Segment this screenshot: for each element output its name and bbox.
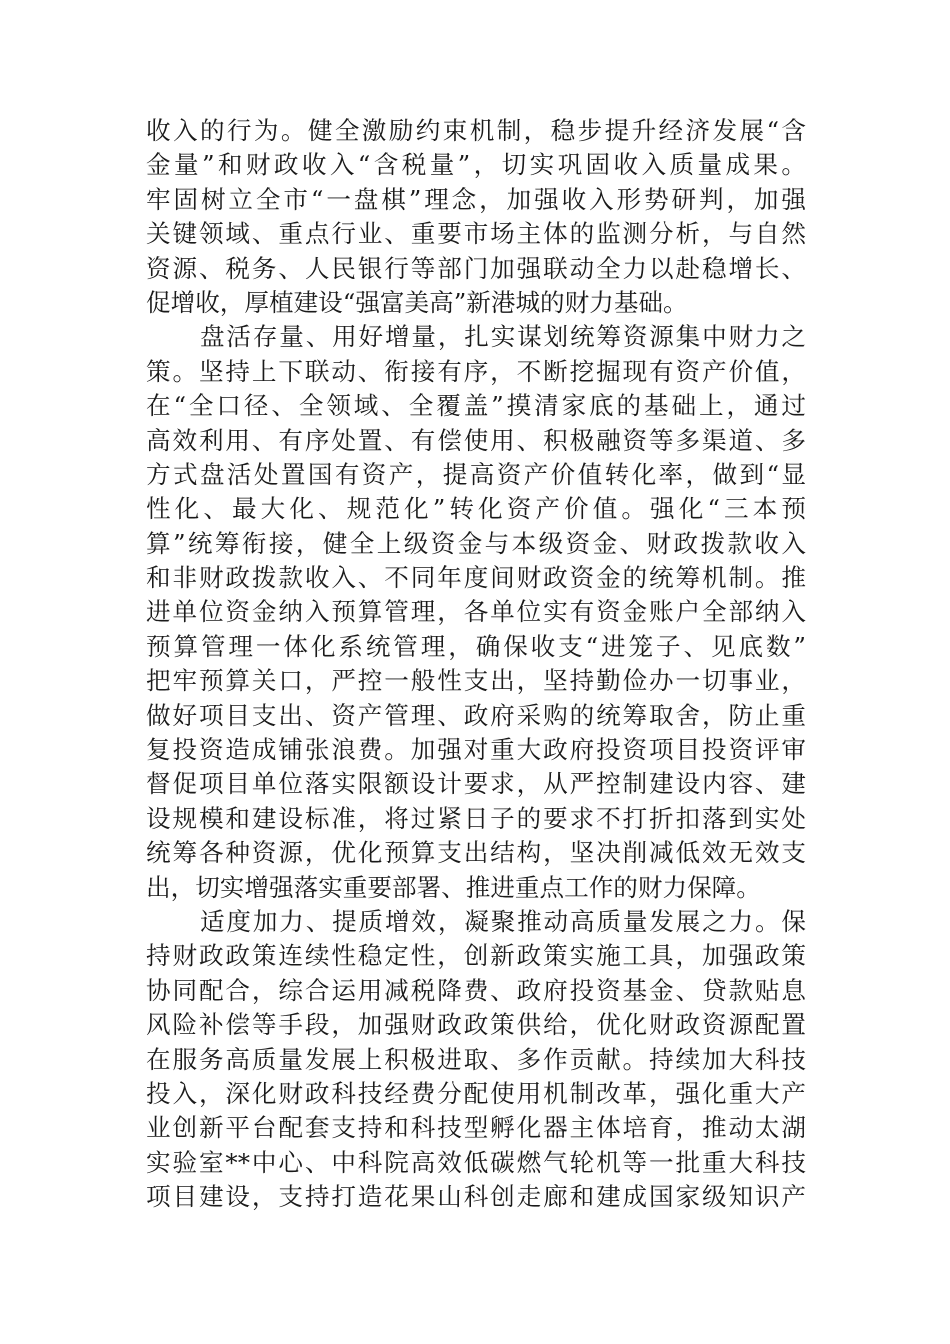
text-line: 金量”和财政收入“含税量”，切实巩固收入质量成果。 (146, 150, 806, 180)
text-line: 出，切实增强落实重要部署、推进重点工作的财力保障。 (146, 872, 761, 902)
text-line: 牢固树立全市“一盘棋”理念，加强收入形势研判，加强 (146, 184, 806, 214)
text-line: 高效利用、有序处置、有偿使用、积极融资等多渠道、多 (146, 425, 806, 455)
text-line: 方式盘活处置国有资产，提高资产价值转化率，做到“显 (146, 459, 806, 489)
text-line: 预算管理一体化系统管理，确保收支“进笼子、见底数” (146, 631, 806, 661)
text-line: 复投资造成铺张浪费。加强对重大政府投资项目投资评审 (146, 735, 806, 765)
text-line: 统筹各种资源，优化预算支出结构，坚决削减低效无效支 (146, 838, 806, 868)
text-line: 在服务高质量发展上积极进取、多作贡献。持续加大科技 (146, 1044, 806, 1074)
text-line: 适度加力、提质增效，凝聚推动高质量发展之力。保 (200, 906, 806, 936)
text-line: 持财政政策连续性稳定性，创新政策实施工具，加强政策 (146, 941, 806, 971)
text-line: 盘活存量、用好增量，扎实谋划统筹资源集中财力之 (200, 322, 806, 352)
text-line: 督促项目单位落实限额设计要求，从严控制建设内容、建 (146, 769, 806, 799)
text-line: 和非财政拨款收入、不同年度间财政资金的统筹机制。推 (146, 563, 806, 593)
text-line: 项目建设，支持打造花果山科创走廊和建成国家级知识产 (146, 1182, 806, 1212)
text-line: 性化、最大化、规范化”转化资产价值。强化“三本预 (146, 494, 806, 524)
body-text (146, 114, 806, 1215)
text-line: 设规模和建设标准，将过紧日子的要求不打折扣落到实处 (146, 803, 806, 833)
text-line: 风险补偿等手段，加强财政政策供给，优化财政资源配置 (146, 1010, 806, 1040)
text-line: 做好项目支出、资产管理、政府采购的统筹取舍，防止重 (146, 700, 806, 730)
text-line: 业创新平台配套支持和科技型孵化器主体培育，推动太湖 (146, 1113, 806, 1143)
text-line: 算”统筹衔接，健全上级资金与本级资金、财政拨款收入 (146, 528, 806, 558)
text-line: 把牢预算关口，严控一般性支出，坚持勤俭办一切事业， (146, 666, 806, 696)
text-line: 在“全口径、全领域、全覆盖”摸清家底的基础上，通过 (146, 391, 806, 421)
text-line: 收入的行为。健全激励约束机制，稳步提升经济发展“含 (146, 116, 806, 145)
text-line: 实验室**中心、中科院高效低碳燃气轮机等一批重大科技 (146, 1147, 806, 1177)
text-line: 关键领域、重点行业、重要市场主体的监测分析，与自然 (146, 219, 806, 249)
text-line: 资源、税务、人民银行等部门加强联动全力以赴稳增长、 (146, 253, 806, 283)
text-line: 进单位资金纳入预算管理，各单位实有资金账户全部纳入 (146, 597, 806, 627)
text-line: 促增收，厚植建设“强富美高”新港城的财力基础。 (146, 287, 688, 317)
text-line: 协同配合，综合运用减税降费、政府投资基金、贷款贴息 (146, 975, 806, 1005)
text-line: 策。坚持上下联动、衔接有序，不断挖掘现有资产价值， (146, 356, 806, 386)
text-line: 投入，深化财政科技经费分配使用机制改革，强化重大产 (146, 1078, 806, 1108)
